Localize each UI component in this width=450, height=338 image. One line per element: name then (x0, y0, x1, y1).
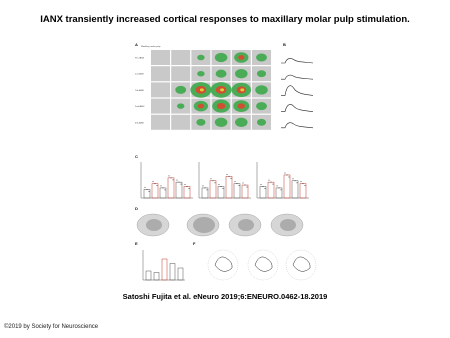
data-point (187, 186, 188, 187)
panel-label-a: A (135, 42, 138, 47)
data-point (231, 178, 232, 179)
data-point (169, 175, 170, 176)
response-trace (281, 58, 313, 63)
response-trace (281, 104, 313, 111)
data-point (165, 189, 166, 190)
bar (284, 175, 290, 198)
data-point (213, 180, 214, 181)
bar (146, 271, 151, 280)
activity-region (235, 118, 248, 127)
activity-region (257, 70, 266, 77)
data-point (221, 186, 222, 187)
data-point (235, 181, 236, 182)
data-point (153, 181, 154, 182)
activity-region (216, 70, 227, 78)
data-point (161, 185, 162, 186)
data-point (279, 187, 280, 188)
activity-peak (238, 103, 245, 108)
response-trace (281, 123, 313, 128)
data-point (305, 185, 306, 186)
data-point (261, 184, 262, 185)
panel-a-image-grid (151, 50, 271, 130)
activity-region (196, 119, 205, 126)
row-label: 4th-IANX (135, 122, 144, 125)
data-point (205, 187, 206, 188)
response-area (280, 219, 296, 231)
response-outline (255, 257, 272, 271)
data-point (223, 188, 224, 189)
data-point (227, 174, 228, 175)
panel-e-bar-chart (143, 250, 185, 280)
data-point (185, 184, 186, 185)
data-point (147, 189, 148, 190)
panel-b-traces (281, 58, 313, 127)
activity-region (215, 53, 228, 62)
image-tile (151, 50, 170, 65)
copyright-notice: ©2019 by Society for Neuroscience (4, 324, 99, 330)
image-tile (151, 82, 170, 97)
activity-max (200, 88, 204, 91)
response-outline (215, 257, 232, 271)
data-point (173, 179, 174, 180)
data-point (203, 185, 204, 186)
panel-label-c: C (135, 154, 138, 159)
data-point (163, 187, 164, 188)
activity-max (240, 88, 244, 91)
panel-c-bar-charts (141, 162, 309, 198)
response-area (146, 219, 162, 231)
data-point (207, 189, 208, 190)
bar (162, 259, 167, 280)
row-label: 7th-IANX (135, 89, 144, 92)
citation: Satoshi Fujita et al. eNeuro 2019;6:ENEURO.0462-18.2019 (122, 292, 328, 301)
panel-label-f: F (193, 241, 196, 246)
data-point (295, 180, 296, 181)
reference-outline (248, 250, 278, 280)
data-point (263, 186, 264, 187)
data-point (149, 191, 150, 192)
reference-outline (286, 250, 316, 280)
activity-region (255, 85, 268, 94)
data-point (189, 188, 190, 189)
data-point (273, 184, 274, 185)
data-point (243, 183, 244, 184)
data-point (303, 183, 304, 184)
response-trace (281, 86, 313, 96)
bar (292, 181, 298, 198)
row-label: Pre-IANX (135, 57, 145, 60)
panel-a-row-labels (135, 57, 145, 125)
response-trace (281, 75, 313, 79)
data-point (229, 176, 230, 177)
data-point (215, 182, 216, 183)
data-point (265, 188, 266, 189)
row-label: 2nd-IANX (135, 106, 145, 109)
image-tile (151, 115, 170, 130)
activity-peak (217, 103, 226, 109)
panel-d-outlines (137, 214, 303, 236)
reference-outline (208, 250, 238, 280)
slide-title: IANX transiently increased cortical responses to maxillary molar pulp stimulation. (40, 14, 410, 25)
data-point (145, 187, 146, 188)
data-point (287, 174, 288, 175)
data-point (285, 172, 286, 173)
image-tile (171, 115, 190, 130)
bar (144, 189, 150, 198)
data-point (269, 180, 270, 181)
data-point (177, 180, 178, 181)
row-label: 1st-IANX (135, 73, 144, 76)
bar (178, 268, 183, 280)
data-point (157, 185, 158, 186)
data-point (271, 182, 272, 183)
activity-region (235, 69, 248, 78)
data-point (237, 183, 238, 184)
image-tile (171, 66, 190, 81)
bar (210, 181, 216, 198)
activity-region (215, 118, 228, 127)
response-area (238, 219, 254, 231)
data-point (297, 182, 298, 183)
activity-region (177, 103, 184, 109)
response-area (193, 217, 215, 233)
panel-f-overlays (208, 250, 316, 280)
activity-region (256, 102, 267, 110)
data-point (181, 184, 182, 185)
activity-region (257, 119, 266, 126)
panel-label-b: B (283, 42, 286, 47)
figure-image (133, 40, 319, 290)
data-point (247, 187, 248, 188)
data-point (277, 185, 278, 186)
panel-label-d: D (135, 206, 138, 211)
data-point (293, 178, 294, 179)
activity-region (197, 55, 204, 61)
panel-a-header: Maxillary molar pulp (141, 46, 161, 48)
data-point (301, 181, 302, 182)
bar (154, 273, 159, 281)
panel-label-e: E (135, 241, 138, 246)
activity-max (220, 88, 224, 91)
bar (168, 178, 174, 198)
data-point (171, 177, 172, 178)
bar (226, 176, 232, 198)
data-point (219, 184, 220, 185)
image-tile (151, 99, 170, 114)
image-tile (171, 50, 190, 65)
data-point (239, 185, 240, 186)
data-point (289, 176, 290, 177)
activity-peak (238, 55, 244, 60)
response-outline (293, 257, 310, 271)
data-point (179, 182, 180, 183)
data-point (211, 178, 212, 179)
data-point (155, 183, 156, 184)
bar (170, 264, 175, 281)
activity-peak (198, 104, 204, 109)
activity-region (175, 86, 186, 94)
activity-region (197, 71, 204, 77)
image-tile (151, 66, 170, 81)
activity-region (256, 53, 267, 61)
data-point (281, 189, 282, 190)
figure-graphic (133, 40, 319, 290)
data-point (245, 185, 246, 186)
